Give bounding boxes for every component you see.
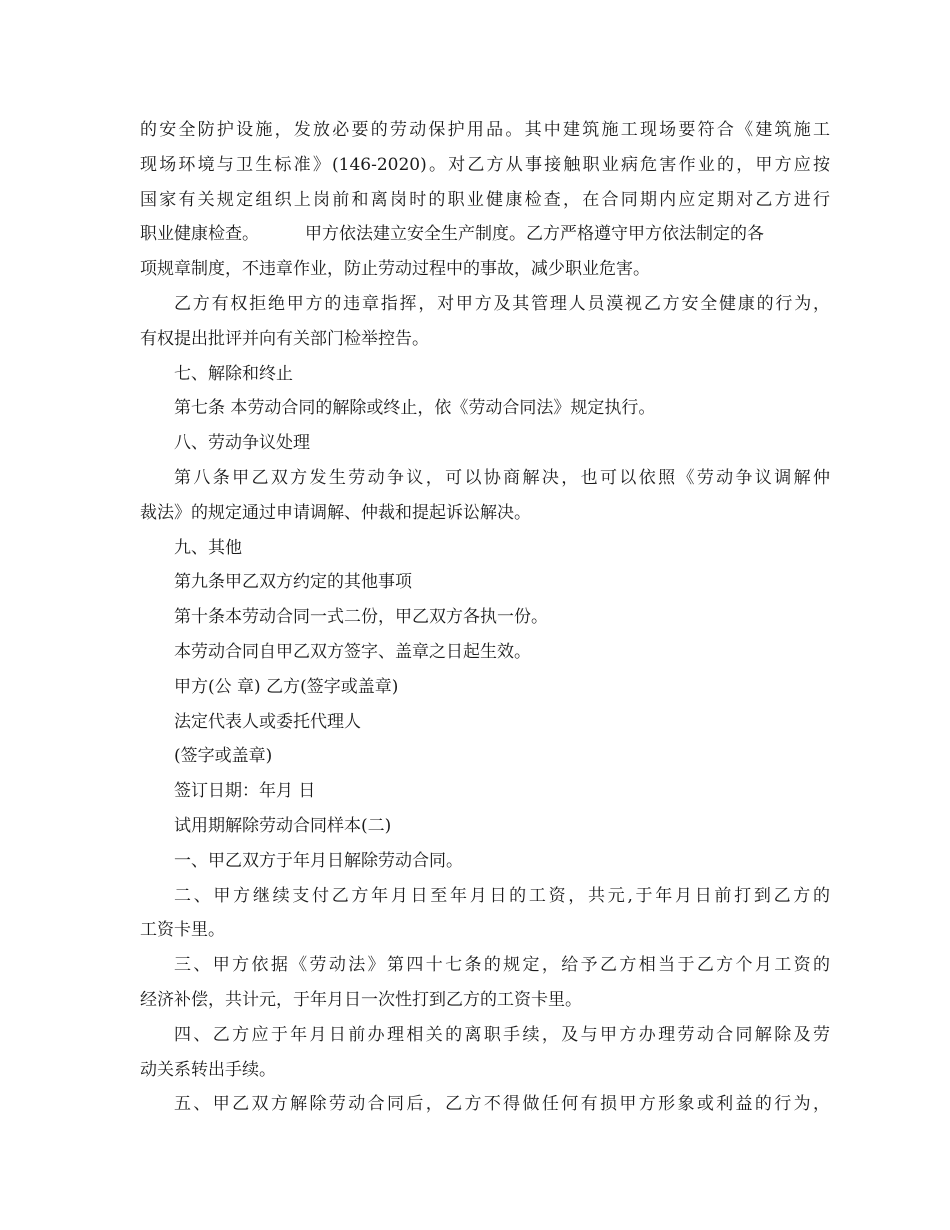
document-body bbox=[140, 113, 830, 1122]
text-line: 四、乙方应于年月日前办理相关的离职手续，及与甲方办理劳动合同解除及劳 bbox=[174, 1024, 830, 1045]
section-heading: 试用期解除劳动合同样本(二) bbox=[174, 815, 392, 836]
text-line: 工资卡里。 bbox=[140, 920, 225, 941]
text-line: 现场环境与卫生标准》(146-2020)。对乙方从事接触职业病危害作业的，甲方应按 bbox=[140, 154, 830, 175]
section-heading: 八、劳动争议处理 bbox=[174, 433, 310, 454]
text-line: 动关系转出手续。 bbox=[140, 1059, 276, 1080]
text-line: 第八条甲乙双方发生劳动争议，可以协商解决，也可以依照《劳动争议调解仲 bbox=[174, 467, 830, 488]
text-line bbox=[140, 217, 830, 252]
text-line: 法定代表人或委托代理人 bbox=[174, 711, 361, 732]
text-line: 一、甲乙双方于年月日解除劳动合同。 bbox=[174, 850, 463, 871]
text-line: (签字或盖章) bbox=[174, 746, 273, 767]
text-line: 的安全防护设施，发放必要的劳动保护用品。其中建筑施工现场要符合《建筑施工 bbox=[140, 120, 830, 140]
text-line: 第七条 本劳动合同的解除或终止，依《劳动合同法》规定执行。 bbox=[174, 398, 656, 419]
signing-date: 签订日期：年月 日 bbox=[174, 781, 316, 802]
text-line: 三、甲方依据《劳动法》第四十七条的规定，给予乙方相当于乙方个月工资的 bbox=[174, 955, 830, 976]
text-line: 五、甲乙双方解除劳动合同后，乙方不得做任何有损甲方形象或利益的行为， bbox=[174, 1094, 830, 1115]
text-line: 项规章制度，不违章作业，防止劳动过程中的事故，减少职业危害。 bbox=[140, 259, 650, 280]
section-heading: 七、解除和终止 bbox=[174, 363, 293, 384]
text-line: 有权提出批评并向有关部门检举控告。 bbox=[140, 328, 429, 349]
text-line: 经济补偿，共计元，于年月日一次性打到乙方的工资卡里。 bbox=[140, 989, 582, 1010]
text-segment: 职业健康检查。 bbox=[140, 224, 259, 245]
text-line: 裁法》的规定通过申请调解、仲裁和提起诉讼解决。 bbox=[140, 502, 531, 523]
text-line: 第九条甲乙双方约定的其他事项 bbox=[174, 572, 412, 593]
section-heading: 九、其他 bbox=[174, 537, 242, 558]
text-line: 二、甲方继续支付乙方年月日至年月日的工资，共元,于年月日前打到乙方的 bbox=[174, 885, 830, 906]
text-line: 本劳动合同自甲乙双方签字、盖章之日起生效。 bbox=[174, 641, 531, 662]
text-line: 第十条本劳动合同一式二份，甲乙双方各执一份。 bbox=[174, 607, 548, 628]
text-line: 国家有关规定组织上岗前和离岗时的职业健康检查，在合同期内应定期对乙方进行 bbox=[140, 189, 830, 210]
text-segment: 甲方依法建立安全生产制度。乙方严格遵守甲方依法制定的各 bbox=[305, 224, 764, 245]
text-line: 乙方有权拒绝甲方的违章指挥，对甲方及其管理人员漠视乙方安全健康的行为， bbox=[174, 293, 830, 314]
signature-line: 甲方(公 章) 乙方(签字或盖章) bbox=[174, 676, 399, 697]
